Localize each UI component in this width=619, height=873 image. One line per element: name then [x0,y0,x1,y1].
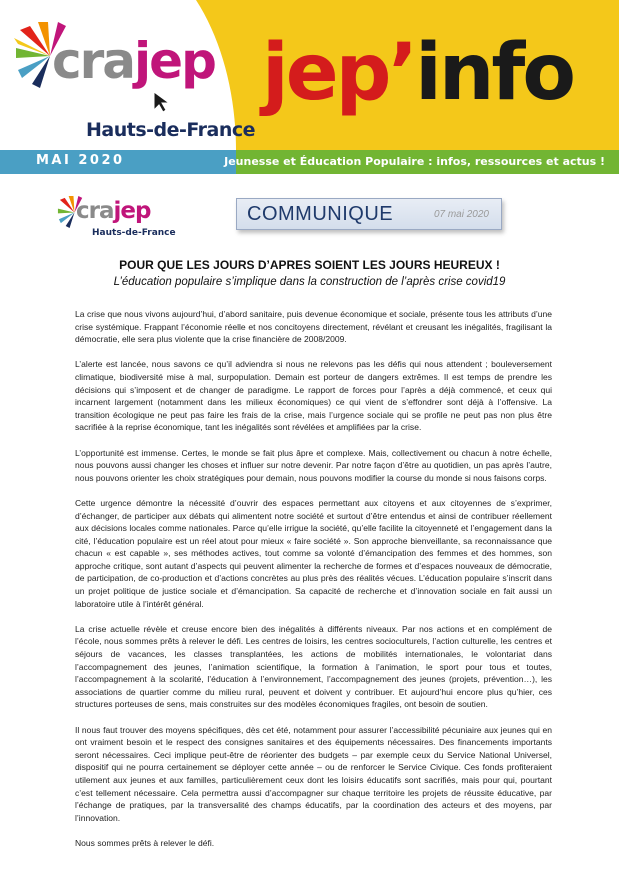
brand-part-cra: cra [52,32,135,90]
newsletter-title-jep: jep [262,28,389,118]
body-paragraph: L’alerte est lancée, nous savons ce qu’il adviendra si nous ne relevons pas les défis qui nous attendent ; bouleversement climatique, biodiversité mise à mal, surpopulation. Demain est porteur de dangers extrêmes. Il est temps de prendre les décisions qui s’imposent et de changer de paradigme. Le rapport de forces pour l’après a déjà commencé, et ceux qui incarnent largement (notamment dans les milieux économiques) ce qui vient de s’effondrer sont déjà à l’offensive. La transition écologique ne peut pas faire les frais de la crise, mais l’urgence sociale qui se profile ne peut pas non plus être sacrifiée à la reprise économique, tant les inégalités sont révélées et amplifiées par la crise. [75,359,552,433]
document-body [75,308,552,862]
brand-part-cra-small: cra [76,198,114,224]
mouse-cursor-icon [152,90,172,114]
issue-date: MAI 2020 [36,153,125,168]
body-paragraph: Il nous faut trouver des moyens spécifiques, dès cet été, notamment pour assurer l’accessibilité pécuniaire aux jeunes qui en ont vraiment besoin et le respect des consignes sanitaires et des équipements nécessaires. Des financements importants seront nécessaires. Ceci implique peut-être de réorienter des budgets – par exemple ceux du Service National Universel, dispositif qui ne pourra certainement se déployer cette année – ou de renforcer le Service Civique. Ces fonds profiteraient utilement aux jeunes et aux familles, particulièrement ceux dont les loisirs éducatifs sont sacrifiés, mais pour qui, pourtant c’est tellement nécessaire. Cela permettra aussi d’accompagner sur chaque territoire les projets de réussite éducative, par l’échange de pratiques, par la transversalité des champs éducatifs, par la coordination des acteurs et des moyens, par l’innovation. [75,724,552,823]
communique-label: COMMUNIQUE [247,203,394,225]
press-release-page [0,176,619,873]
crajep-region-label-small: Hauts-de-France [92,228,176,238]
document-subtitle: L’éducation populaire s’implique dans la construction de l’après crise covid19 [113,276,506,288]
header-banner [0,150,619,174]
newsletter-title-info: info [415,28,573,118]
body-paragraph: Cette urgence démontre la nécessité d’ouvrir des espaces permettant aux citoyens et aux citoyennes de s’exprimer, d’échanger, de participer aux débats qui alimentent notre société et surtout d’être entendus et ainsi de contribuer réellement aux décisions locales comme nationales. Parce qu’elle irrigue la société, qu’elle facilite la citoyenneté et l’engagement dans la cité, l’éducation populaire est un réel atout pour mieux « faire société ». Son approche bienveillante, sa reconnaissance que chacun « est capable », ses méthodes actives, tout comme sa volonté d’émancipation des femmes et des hommes, son approche critique, sont autant d’aspects qui peuvent alimenter la recherche de formes et d’espaces nouveaux de démocratie, de participation, de co-production et d’actions concrètes au plus près des réalités vécues. L’éducation populaire s’inscrit dans un projet politique de justice sociale et d’émancipation. Sa capacité de recherche et d’innovation sociale en fait aussi un laboratoire utile à l’intérêt général. [75,497,552,609]
crajep-logo [6,8,256,148]
crajep-wordmark [52,32,215,90]
crajep-region-label: Hauts-de-France [86,119,256,141]
communique-date: 07 mai 2020 [433,209,489,220]
newsletter-tagline: Jeunesse et Éducation Populaire : infos, ressources et actus ! [224,155,605,168]
communique-box [236,198,502,230]
body-paragraph: L’opportunité est immense. Certes, le monde se fait plus âpre et complexe. Mais, collectivement ou chacun à notre échelle, nous pouvons aussi changer les choses et influer sur notre devenir. Par notre façon d’être au quotidien, un pas après l’autre, nous pouvons orienter les choix stratégiques pour demain, nous pouvons modifier la course du monde si nous faisons corps. [75,447,552,483]
body-paragraph: La crise actuelle révèle et creuse encore bien des inégalités à différents niveaux. Par nos actions et en complément de l’école, nous sommes prêts à relever le défi. Les centres de loisirs, les centres socioculturels, l’action culturelle, les centres et séjours de vacances, les classes transplantées, les actions de mobilités internationales, le volontariat dans l’accompagnement des jeunes, l’animation scientifique, la formation à l’animation, le sport pour tous et toutes, l’accompagnement à la scolarité, l’éducation à l’environnement, l’accompagnement des jeunes (projets, prévention…), les associations de quartier comme du milieu rural, peuvent et doivent y contribuer. Et aujourd’hui encore plus qu’hier, ces structures porteuses de sens, mais construites sur des modèles économiques fragiles, ont besoin de soutien. [75,623,552,710]
newsletter-title [262,28,573,118]
body-paragraph: Nous sommes prêts à relever le défi. [75,837,215,848]
newsletter-title-apostrophe: ’ [388,28,416,118]
body-paragraph: La crise que nous vivons aujourd’hui, d’abord sanitaire, puis devenue économique et sociale, présente tous les attributs d’une crise systémique. Frappant l’économie réelle et nos concitoyens directement, révélant et creusant les inégalités, fragilisant la démocratie, elle sera plus violente que la crise financière de 2008/2009. [75,309,552,345]
newsletter-header [0,0,619,150]
brand-part-jep-small: jep [113,198,151,224]
document-title: POUR QUE LES JOURS D’APRES SOIENT LES JOURS HEUREUX ! [119,258,500,272]
crajep-logo-small [56,190,176,250]
crajep-wordmark-small [76,200,150,223]
brand-part-jep: jep [134,32,215,90]
